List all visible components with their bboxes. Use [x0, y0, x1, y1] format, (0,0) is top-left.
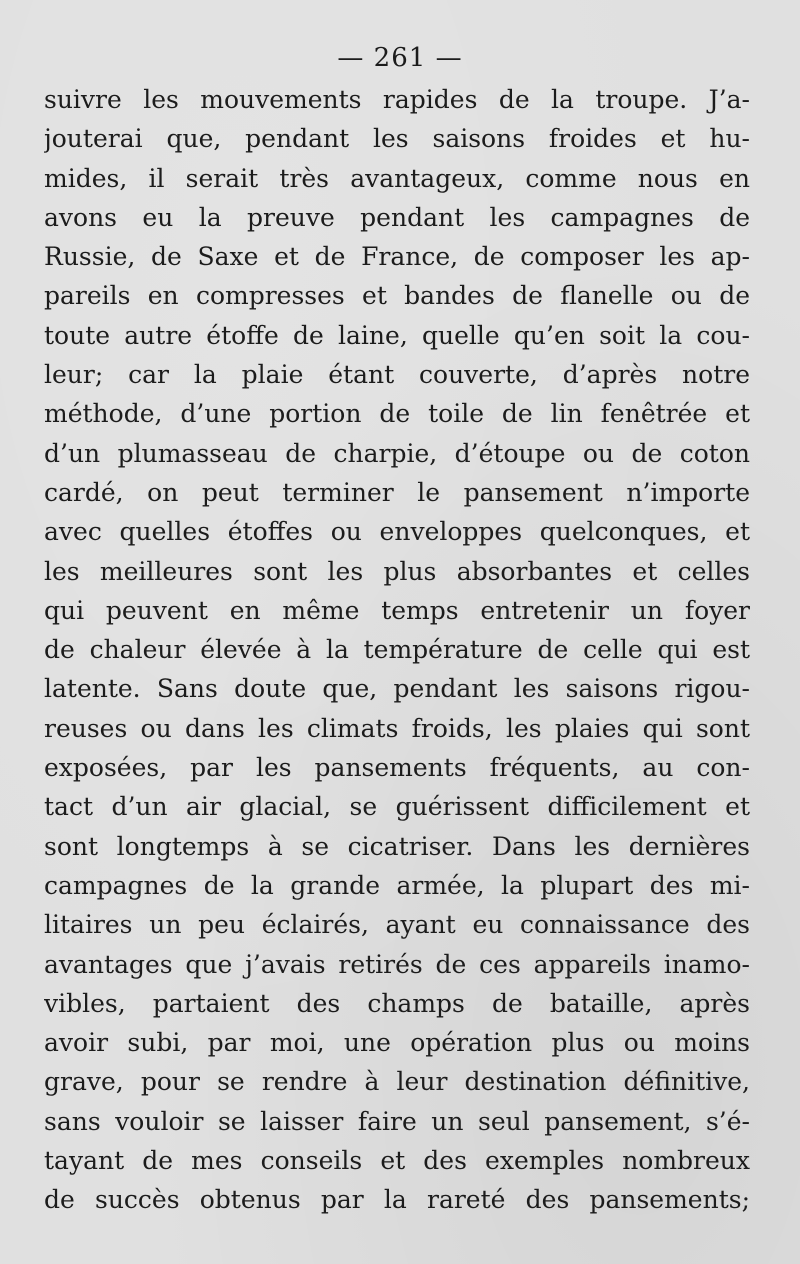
text-line: sont longtemps à se cicatriser. Dans les dernières [44, 831, 750, 861]
text-line: vibles, partaient des champs de bataille, après [44, 988, 750, 1018]
text-line: de chaleur élevée à la température de celle qui est [44, 635, 750, 665]
text-line: mides, il serait très avantageux, comme nous en [44, 163, 750, 193]
text-line: avec quelles étoffes ou enveloppes quelconques, et [44, 517, 750, 547]
text-line: campagnes de la grande armée, la plupart des mi- [44, 870, 750, 900]
text-line: sans vouloir se laisser faire un seul pansement, s’é- [44, 1106, 750, 1136]
text-line: Russie, de Saxe et de France, de composer les ap- [44, 242, 750, 272]
text-line: qui peuvent en même temps entretenir un foyer [44, 595, 750, 625]
text-line: pareils en compresses et bandes de flanelle ou de [44, 281, 750, 311]
body-text [44, 80, 750, 1220]
text-line: exposées, par les pansements fréquents, au con- [44, 753, 750, 783]
text-line: reuses ou dans les climats froids, les plaies qui sont [44, 713, 750, 743]
text-line: cardé, on peut terminer le pansement n’importe [44, 477, 750, 507]
text-line: grave, pour se rendre à leur destination définitive, [44, 1067, 750, 1097]
text-line: litaires un peu éclairés, ayant eu connaissance des [44, 910, 750, 940]
text-line: suivre les mouvements rapides de la troupe. J’a- [44, 85, 750, 114]
text-line: les meilleures sont les plus absorbantes et celles [44, 556, 750, 586]
page-number: — 261 — [337, 43, 463, 73]
text-line: leur; car la plaie étant couverte, d’après notre [44, 360, 750, 390]
text-line: latente. Sans doute que, pendant les saisons rigou- [44, 674, 750, 704]
text-line: avons eu la preuve pendant les campagnes de [44, 202, 750, 232]
text-line: avantages que j’avais retirés de ces appareils inamo- [44, 949, 750, 979]
text-line: jouterai que, pendant les saisons froides et hu- [44, 124, 750, 154]
text-line: de succès obtenus par la rareté des pansements; [44, 1185, 750, 1215]
text-line: toute autre étoffe de laine, quelle qu’en soit la cou- [44, 320, 750, 350]
text-line: tact d’un air glacial, se guérissent difficilement et [44, 792, 750, 822]
text-line: tayant de mes conseils et des exemples nombreux [44, 1146, 750, 1176]
text-line: d’un plumasseau de charpie, d’étoupe ou de coton [44, 438, 750, 468]
text-line: avoir subi, par moi, une opération plus ou moins [44, 1028, 750, 1058]
text-line: méthode, d’une portion de toile de lin fenêtrée et [44, 399, 750, 429]
